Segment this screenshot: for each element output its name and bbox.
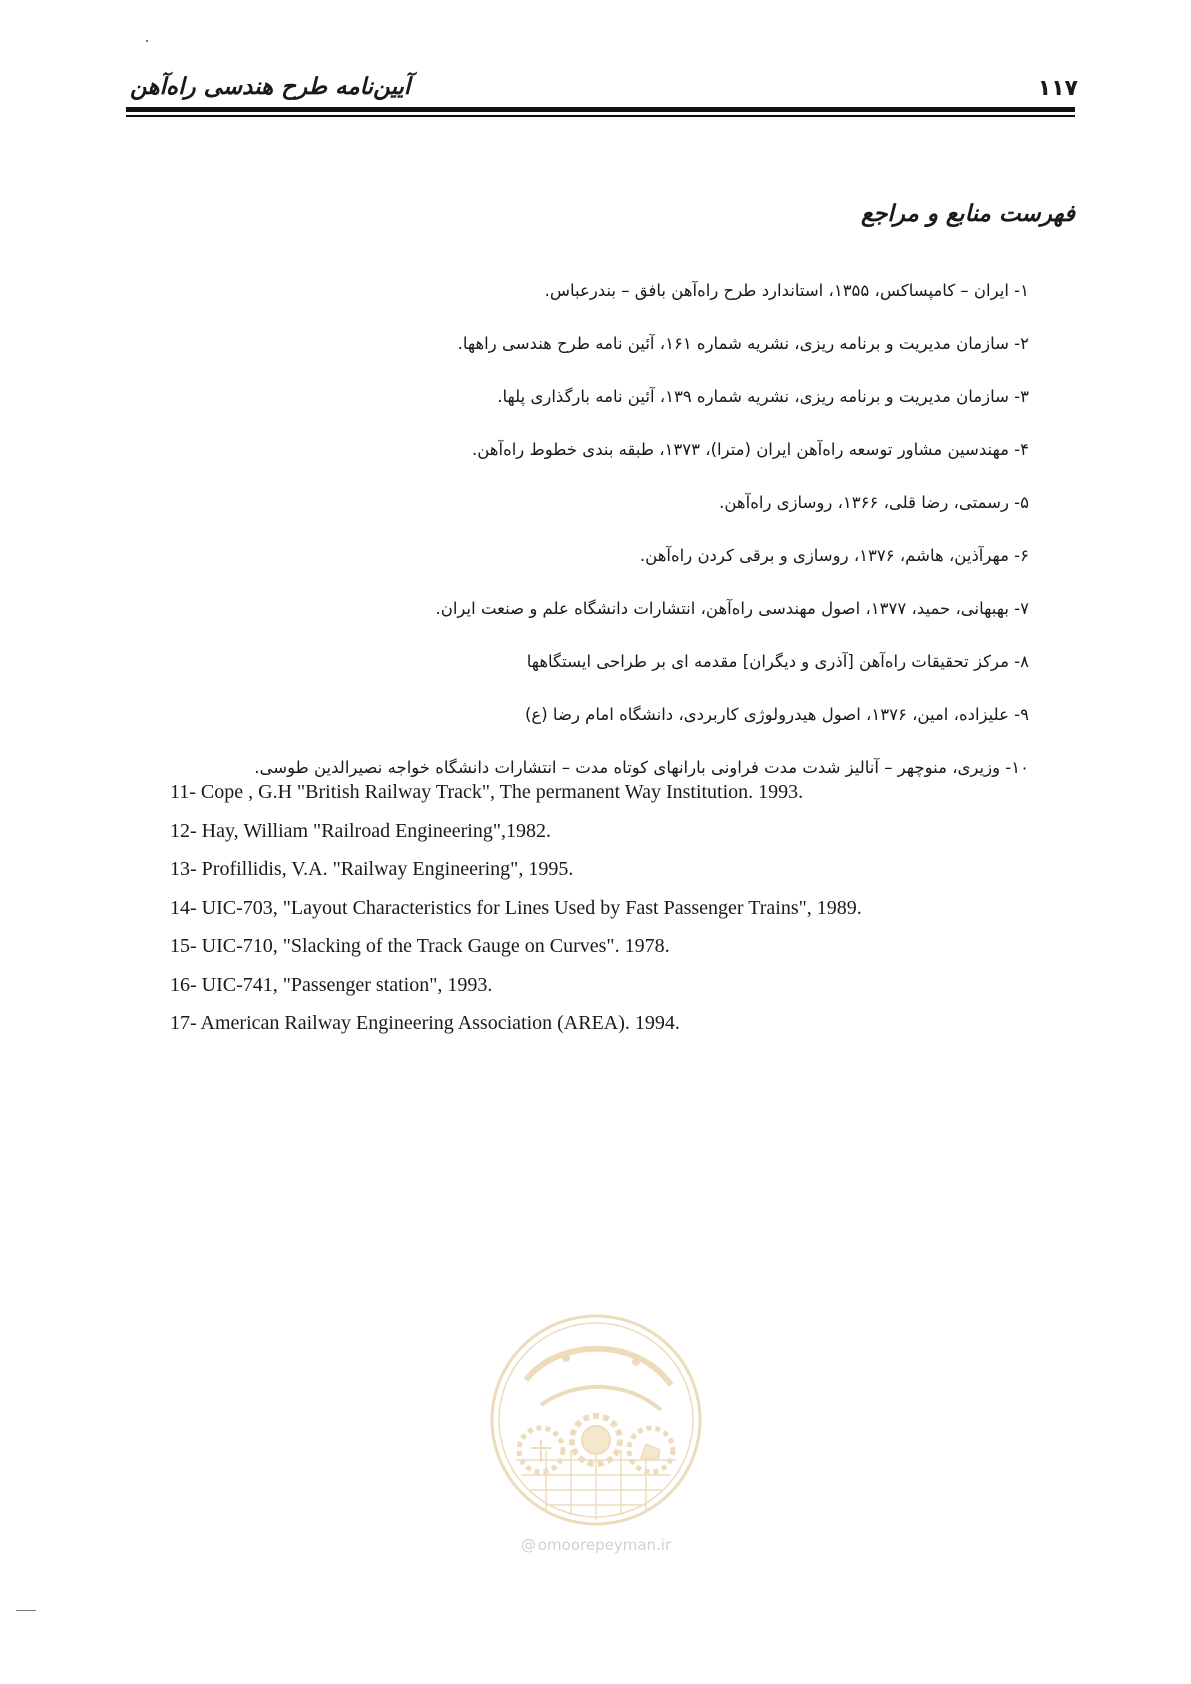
reference-item: ۴- مهندسین مشاور توسعه راه‌آهن ایران (مترا)، ۱۳۷۳، طبقه بندی خطوط راه‌آهن. <box>471 440 1029 459</box>
scan-margin-mark <box>16 1610 36 1611</box>
reference-item: 12- Hay, William "Railroad Engineering",1982. <box>170 819 551 842</box>
page-header <box>0 0 1191 130</box>
reference-item: 14- UIC-703, "Layout Characteristics for Lines Used by Fast Passenger Trains", 1989. <box>170 896 862 919</box>
watermark-logo <box>486 1310 706 1570</box>
reference-item: ۲- سازمان مدیریت و برنامه ریزی، نشریه شماره ۱۶۱، آئین نامه طرح هندسی راهها. <box>457 334 1029 353</box>
page-number: ۱۱۷ <box>1037 76 1078 101</box>
header-rule-thin <box>126 115 1075 117</box>
running-title: آیین‌نامه طرح هندسی راه‌آهن <box>130 74 411 100</box>
at-icon: @ <box>520 1536 536 1554</box>
reference-item: 17- American Railway Engineering Association (AREA). 1994. <box>170 1012 680 1034</box>
reference-item: ۶- مهرآذین، هاشم، ۱۳۷۶، روسازی و برقی کردن راه‌آهن. <box>639 546 1029 565</box>
reference-item: ۳- سازمان مدیریت و برنامه ریزی، نشریه شماره ۱۳۹، آئین نامه بارگذاری پلها. <box>497 387 1029 406</box>
reference-item: ۵- رسمتی، رضا قلی، ۱۳۶۶، روسازی راه‌آهن. <box>719 493 1029 512</box>
reference-item: ۹- علیزاده، امین، ۱۳۷۶، اصول هیدرولوژی کاربردی، دانشگاه امام رضا (ع) <box>524 705 1029 724</box>
scales-icon <box>519 1428 563 1472</box>
bulldozer-icon <box>629 1428 673 1472</box>
reference-item: ۸- مرکز تحقیقات راه‌آهن [آذری و دیگران] مقدمه ای بر طراحی ایستگاهها <box>526 652 1029 671</box>
reference-item: ۷- بهبهانی، حمید، ۱۳۷۷، اصول مهندسی راه‌آهن، انتشارات دانشگاه علم و صنعت ایران. <box>435 599 1029 618</box>
reference-item: 16- UIC-741, "Passenger station", 1993. <box>170 973 493 996</box>
reference-item: 13- Profillidis, V.A. "Railway Engineering", 1995. <box>170 858 574 880</box>
header-rule-thick <box>126 107 1075 112</box>
reference-item: 11- Cope , G.H "British Railway Track", The permanent Way Institution. 1993. <box>170 781 804 803</box>
reference-item: ۱- ایران – کامپساکس، ۱۳۵۵، استاندارد طرح راه‌آهن بافق – بندرعباس. <box>544 281 1029 300</box>
watermark-site: @ omoorepeyman.ir <box>520 1536 672 1554</box>
english-reference-list <box>170 773 1070 1043</box>
reference-item: 15- UIC-710, "Slacking of the Track Gauge on Curves". 1978. <box>170 935 670 957</box>
section-title: فهرست منابع و مراجع <box>860 201 1075 228</box>
watermark-seal-icon <box>486 1310 706 1530</box>
reference-item: ۱۰- وزیری، منوچهر – آنالیز شدت مدت فراونی بارانهای کوتاه مدت – انتشارات دانشگاه خواجه نصیرالدین طوسی. <box>254 758 1029 777</box>
persian-reference-list <box>189 272 1029 802</box>
